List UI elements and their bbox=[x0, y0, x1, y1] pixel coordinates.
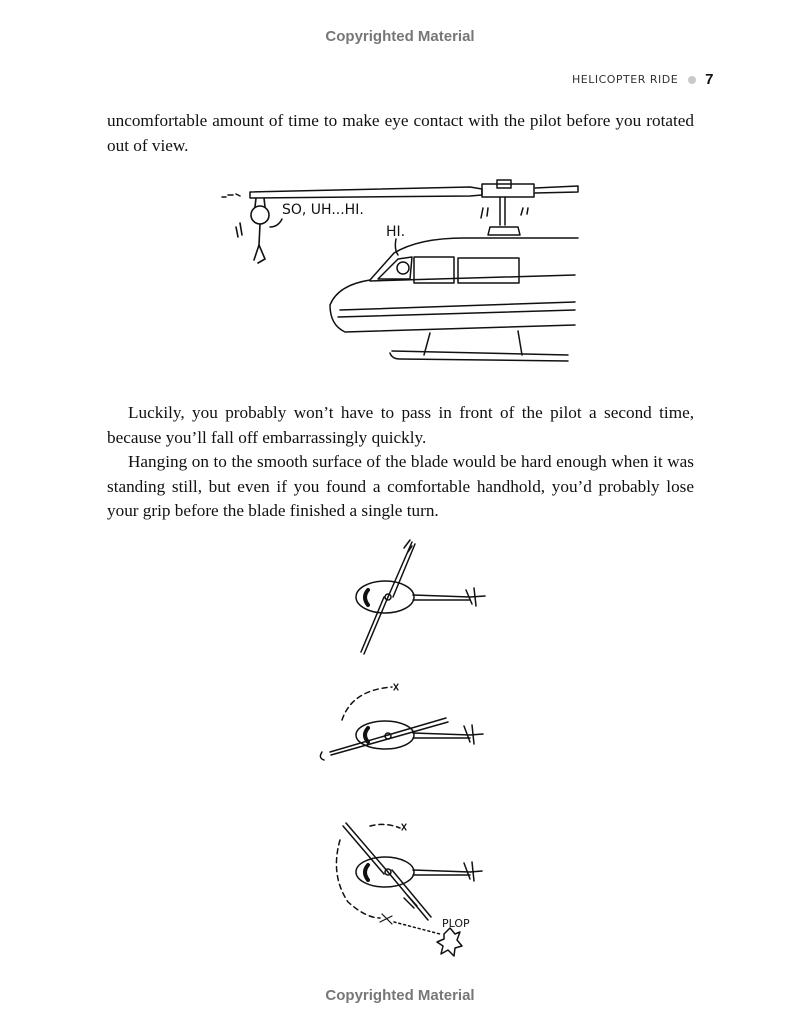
rotor-blade bbox=[250, 187, 482, 198]
paragraphs-2-3 bbox=[107, 401, 694, 524]
helicopter-topdown-illustration bbox=[0, 530, 800, 970]
chapter-title: HELICOPTER RIDE bbox=[571, 73, 679, 86]
watermark-top: Copyrighted Material bbox=[325, 28, 475, 45]
pilot-head bbox=[397, 262, 409, 274]
paragraph-2: Luckily, you probably won’t have to pass in front of the pilot a second time, because you’ll fall off embarrassingly quickly. bbox=[107, 403, 694, 447]
helicopter-body bbox=[330, 238, 578, 332]
rotor-blade-right bbox=[535, 186, 578, 193]
paragraph-text: uncomfortable amount of time to make eye contact with the pilot before you rotated out of view. bbox=[107, 111, 694, 155]
cockpit-window bbox=[378, 257, 412, 279]
page-number: 7 bbox=[705, 71, 714, 88]
rotor-hub bbox=[482, 184, 534, 197]
sound-effect: PLOP bbox=[442, 917, 470, 930]
topdown-view-2 bbox=[320, 684, 483, 760]
person-speech: SO, UH...HI. bbox=[282, 202, 364, 218]
paragraph-3: Hanging on to the smooth surface of the blade would be hard enough when it was standing still, but even if you found a comfortable handhold, you’d probably lose your grip before the blade finished a single turn. bbox=[107, 452, 694, 520]
pilot-speech: HI. bbox=[386, 224, 406, 240]
running-head bbox=[572, 71, 714, 88]
splat-figure bbox=[437, 928, 462, 956]
paragraph-1 bbox=[107, 109, 694, 158]
cabin-window-2 bbox=[458, 258, 519, 283]
topdown-view-1 bbox=[356, 540, 485, 654]
stick-figure bbox=[236, 198, 269, 263]
topdown-view-3 bbox=[336, 823, 482, 956]
helicopter-side-illustration bbox=[0, 175, 800, 375]
separator-dot-icon bbox=[688, 76, 696, 84]
watermark-bottom: Copyrighted Material bbox=[325, 987, 475, 1004]
